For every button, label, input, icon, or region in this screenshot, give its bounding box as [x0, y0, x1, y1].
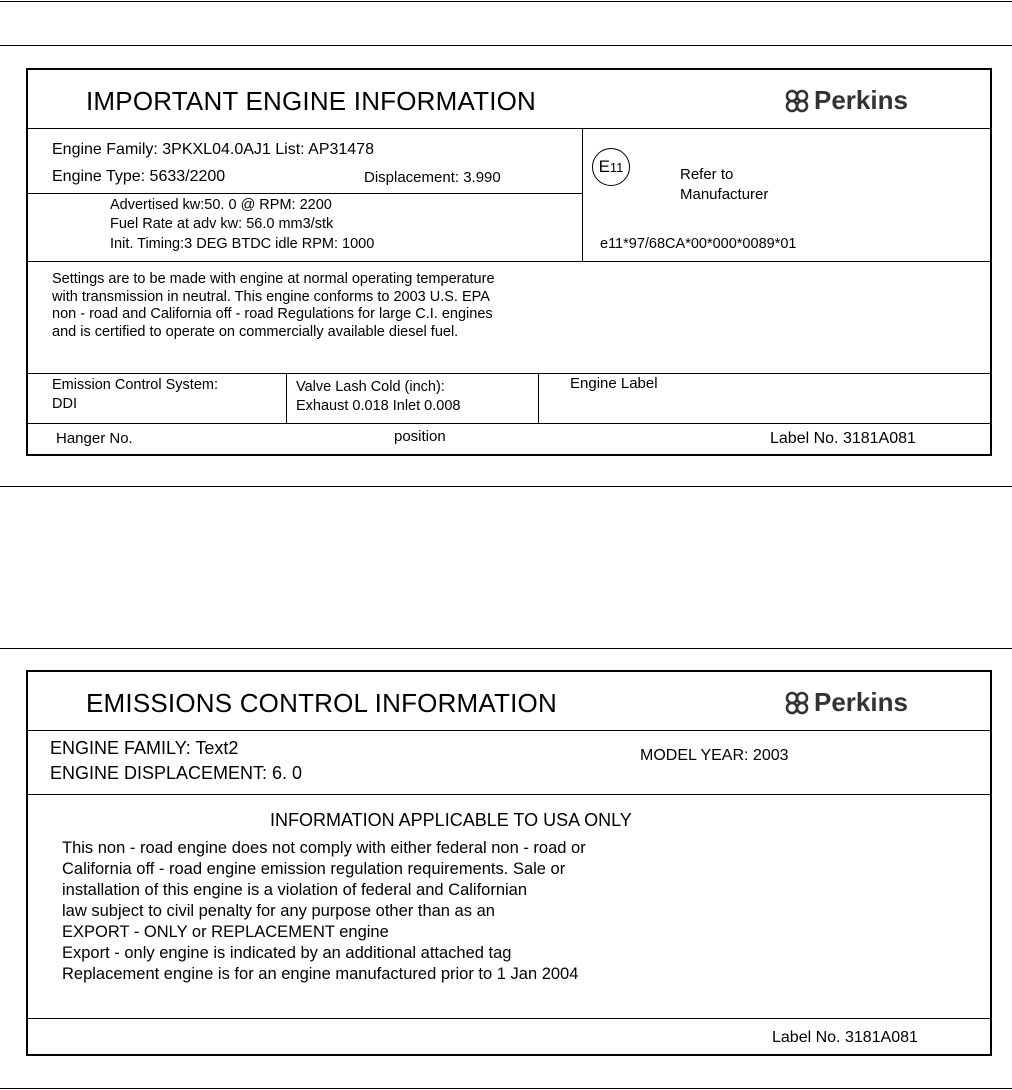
label-number: Label No. 3181A081 [772, 1029, 918, 1046]
perkins-logo [784, 687, 908, 718]
divider [28, 373, 990, 374]
settings-line: with transmission in neutral. This engine conforms to 2003 U.S. EPA [52, 288, 490, 305]
manufacturer: Manufacturer [680, 186, 769, 203]
displacement: Displacement: 3.990 [364, 169, 501, 186]
usa-only-heading: INFORMATION APPLICABLE TO USA ONLY [270, 810, 632, 830]
divider [286, 373, 287, 423]
init-timing: Init. Timing:3 DEG BTDC idle RPM: 1000 [110, 236, 375, 252]
body-line: EXPORT - ONLY or REPLACEMENT engine [62, 923, 389, 941]
divider [28, 261, 990, 262]
divider [28, 128, 990, 129]
divider [28, 794, 990, 795]
emission-control-value: DDI [52, 396, 77, 412]
body-line: installation of this engine is a violation of federal and Californian [62, 881, 528, 899]
perkins-logo-icon [784, 88, 810, 114]
body-line: This non - road engine does not comply with either federal non - road or [62, 839, 586, 857]
hanger-no: Hanger No. [56, 430, 133, 447]
refer-to: Refer to [680, 166, 734, 183]
e-mark-circle-icon [592, 148, 630, 186]
body-line: Export - only engine is indicated by an additional attached tag [62, 944, 512, 962]
page-rule-bottom [0, 1088, 1012, 1089]
divider [28, 1018, 990, 1019]
engine-displacement: ENGINE DISPLACEMENT: 6. 0 [50, 763, 303, 783]
approval-code: e11*97/68CA*00*000*0089*01 [600, 236, 797, 252]
emission-control-label: Emission Control System: [52, 377, 218, 393]
valve-lash-label: Valve Lash Cold (inch): [296, 379, 445, 395]
label-number: Label No. 3181A081 [770, 430, 916, 447]
brand-name: Perkins [814, 687, 908, 717]
divider [28, 193, 582, 194]
engine-family: ENGINE FAMILY: Text2 [50, 738, 239, 758]
valve-lash-value: Exhaust 0.018 Inlet 0.008 [296, 398, 461, 414]
engine-label-text: Engine Label [570, 375, 658, 392]
divider [28, 730, 990, 731]
divider [582, 128, 583, 261]
body-line: Replacement engine is for an engine manufactured prior to 1 Jan 2004 [62, 965, 579, 983]
engine-information-label [26, 68, 992, 456]
model-year: MODEL YEAR: 2003 [640, 747, 789, 764]
fuel-rate: Fuel Rate at adv kw: 56.0 mm3/stk [110, 216, 334, 232]
engine-family: Engine Family: 3PKXL04.0AJ1 List: AP31478 [52, 141, 374, 158]
emissions-label-title: EMISSIONS CONTROL INFORMATION [86, 688, 557, 718]
engine-type: Engine Type: 5633/2200 [52, 168, 226, 185]
settings-line: Settings are to be made with engine at normal operating temperature [52, 271, 495, 287]
divider [28, 423, 990, 424]
settings-text [52, 271, 495, 341]
usa-body-text [62, 838, 586, 985]
emissions-control-label [26, 670, 992, 1056]
page-rule [0, 486, 1012, 487]
perkins-logo [784, 85, 908, 116]
divider [538, 373, 539, 423]
e-mark-letter: E [598, 157, 610, 176]
advertised-kw: Advertised kw:50. 0 @ RPM: 2200 [110, 197, 332, 213]
engine-label-title: IMPORTANT ENGINE INFORMATION [86, 86, 537, 116]
brand-name: Perkins [814, 85, 908, 115]
position: position [394, 428, 446, 445]
settings-line: non - road and California off - road Regulations for large C.I. engines [52, 306, 493, 322]
page-rule [0, 45, 1012, 46]
perkins-logo-icon [784, 690, 810, 716]
e-mark-subscript: 11 [609, 159, 624, 175]
page-rule-top [0, 1, 1012, 2]
body-line: law subject to civil penalty for any purpose other than as an [62, 902, 495, 920]
settings-line: and is certified to operate on commercially available diesel fuel. [52, 323, 459, 340]
page-rule [0, 648, 1012, 649]
body-line: California off - road engine emission regulation requirements. Sale or [62, 860, 566, 878]
